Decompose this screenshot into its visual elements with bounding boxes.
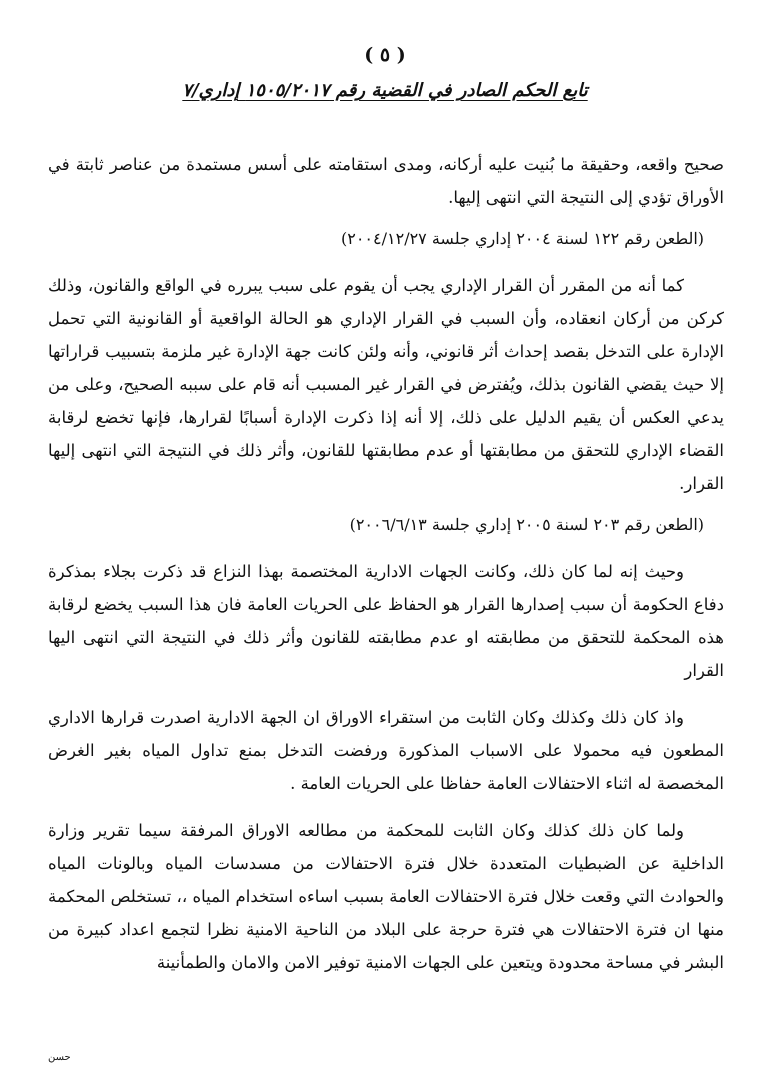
paragraph: ولما كان ذلك كذلك وكان الثابت للمحكمة من مطالعه الاوراق المرفقة سيما تقرير وزارة الداخلية عن الضبطيات المتعددة خلال فترة الاحتفالات من مسدسات المياه وبالونات المياه والحوادث التي وقعت خلال فترة الاحتفالات العامة بسبب اساءه استخدام المياه ،، تستخلص المحكمة منها ان فترة الاحتفالات هي فترة حرجة على البلاد من الناحية الامنية نظرا لتجمع اعداد كبيرة من البشر في مساحة محدودة ويتعين على الجهات الامنية توفير الامن والامان والطمأنينة [48,821,724,972]
paragraph: واذ كان ذلك وكذلك وكان الثابت من استقراء الاوراق ان الجهة الادارية اصدرت قرارها الاداري المطعون فيه محمولا على الاسباب المذكورة ورفضت التدخل بمنع تداول المياه بغير الغرض المخصصة له اثناء الاحتفالات العامة حفاظا على الحريات العامة . [48,708,724,793]
case-reference: (الطعن رقم ٢٠٣ لسنة ٢٠٠٥ إداري جلسة ٢٠٠٦/٦/١٣) [349,515,704,534]
paragraph: كما أنه من المقرر أن القرار الإداري يجب أن يقوم على سبب يبرره في الواقع والقانون، وذلك كركن من أركان انعقاده، وأن السبب في القرار الإداري هو الحالة الواقعية أو القانونية التي تحمل الإدارة على التدخل بقصد إحداث أثر قانوني، وأنه ولئن كانت جهة الإدارة غير ملزمة بتسبيب قراراتها إلا حيث يقضي القانون بذلك، ويُفترض في القرار غير المسبب أنه قام على سببه الصحيح، وعلى من يدعي العكس أن يقيم الدليل على ذلك، إلا أنه إذا ذكرت الإدارة أسبابًا لقرارها، فإنها تخضع لرقابة القضاء الإداري للتحقق من مطابقتها أو عدم مطابقتها للقانون، وأثر ذلك في النتيجة التي انتهى إليها القرار. [48,276,724,493]
case-reference: (الطعن رقم ١٢٢ لسنة ٢٠٠٤ إداري جلسة ٢٠٠٤/١٢/٢٧) [340,229,704,248]
footer-signature: حسن [48,1052,71,1063]
page-number: ( ٥ ) [364,44,406,66]
paragraph: وحيث إنه لما كان ذلك، وكانت الجهات الادارية المختصمة بهذا النزاع قد ذكرت بجلاء بمذكرة دفاع الحكومة أن سبب إصدارها القرار هو الحفاظ على الحريات العامة فان هذا السبب يخضع لرقابة هذه المحكمة للتحقق من مطابقته او عدم مطابقته للقانون وأثر ذلك في النتيجة التي انتهى اليها القرار [48,562,724,680]
document-body [48,148,724,979]
paragraph: صحيح واقعه، وحقيقة ما بُنيت عليه أركانه، ومدى استقامته على أسس مستمدة من عناصر ثابتة في الأوراق تؤدي إلى النتيجة التي انتهى إليها. [48,155,724,207]
case-title: تابع الحكم الصادر في القضية رقم ١٥٠٥/٢٠١٧ إداري/٧ [182,80,588,101]
